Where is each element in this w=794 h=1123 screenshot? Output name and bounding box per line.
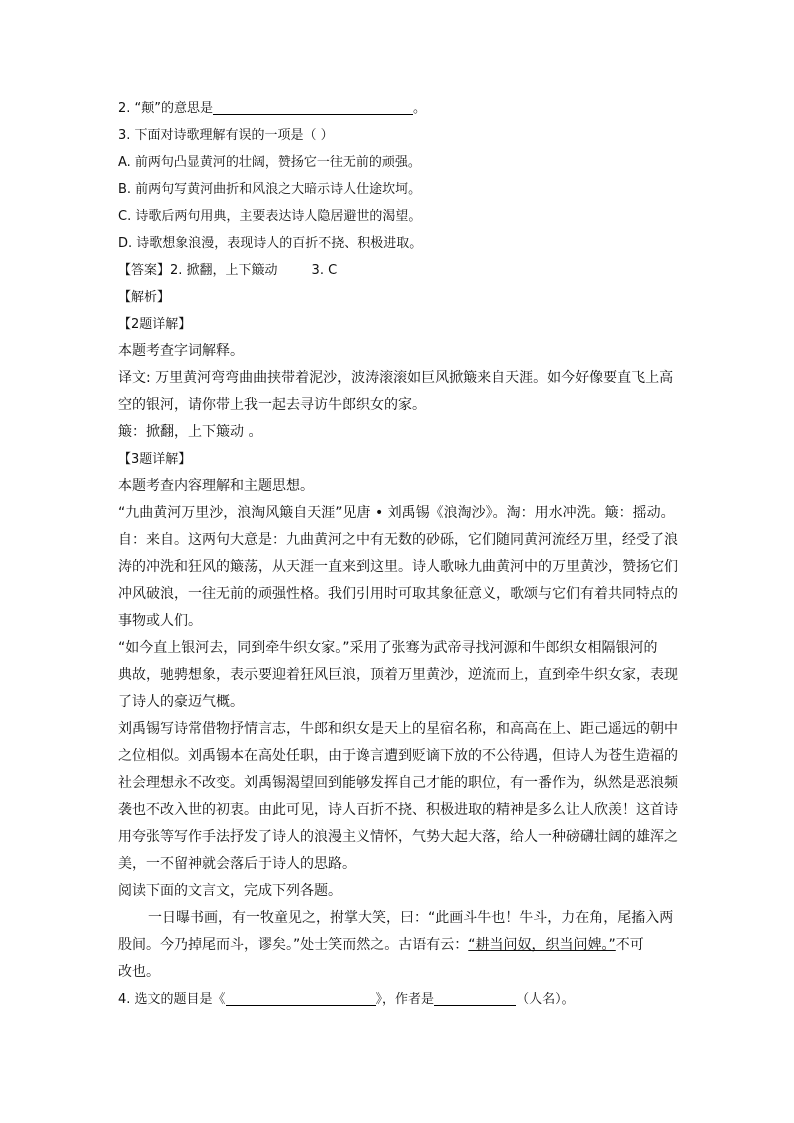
paragraph-line: 涛的冲洗和狂风的簸荡，从天涯一直来到这里。诗人歌咏九曲黄河中的万里黄沙，赞扬它们 <box>118 559 678 575</box>
option-c: C. 诗歌后两句用典，主要表达诗人隐居避世的渴望。 <box>118 209 422 224</box>
definition-line: 簸：掀翻，上下簸动 。 <box>118 424 263 440</box>
classical-text-line: 改也。 <box>118 964 160 980</box>
paragraph-line: 事物或人们。 <box>118 613 202 629</box>
question-2-text: 2. “颠”的意思是 <box>118 101 214 116</box>
paragraph-line: 用夸张等写作手法抒发了诗人的浪漫主义情怀，气势大起大落，给人一种磅礴壮阔的雄浑之 <box>118 829 678 845</box>
question-2 <box>118 95 678 122</box>
option-b: B. 前两句写黄河曲折和风浪之大暗示诗人仕途坎坷。 <box>118 182 422 197</box>
title-blank[interactable] <box>226 989 376 1006</box>
answer-label: 【答案】2. 掀翻，上下簸动 <box>118 263 278 278</box>
question-4-mid: 》，作者是 <box>375 992 435 1007</box>
section-3-intro: 本题考查内容理解和主题思想。 <box>118 478 314 494</box>
translation-line: 空的银河，请你带上我一起去寻访牛郎织女的家。 <box>118 397 426 413</box>
question-2-end: 。 <box>413 101 427 116</box>
answer-blank[interactable] <box>213 98 413 115</box>
classical-text: 不可 <box>615 937 644 953</box>
option-d: D. 诗歌想象浪漫，表现诗人的百折不挠、积极进取。 <box>118 236 423 251</box>
classical-text: 股间。今乃掉尾而斗，谬矣。”处士笑而然之。古语有云： <box>118 937 469 953</box>
paragraph-line: 之位相似。刘禹锡本在高处任职，由于谗言遭到贬谪下放的不公待遇，但诗人为苍生造福的 <box>118 748 678 764</box>
paragraph-line: “九曲黄河万里沙，浪淘风簸自天涯”见唐 • 刘禹锡《浪淘沙》。淘：用水冲洗。簸：摇动。 <box>118 505 675 521</box>
question-3-stem: 3. 下面对诗歌理解有误的一项是（ ） <box>118 128 334 143</box>
answer-q3: 3. C <box>311 263 338 278</box>
paragraph-line: 社会理想永不改变。刘禹锡渴望回到能够发挥自己才能的职位，有一番作为，纵然是恶浪频 <box>118 775 678 791</box>
paragraph-line: 了诗人的豪迈气概。 <box>118 694 244 710</box>
reading-instruction: 阅读下面的文言文，完成下列各题。 <box>118 883 342 899</box>
author-blank[interactable] <box>434 989 516 1006</box>
classical-text-line <box>118 932 678 959</box>
analysis-heading: 【解析】 <box>118 290 171 305</box>
section-3-heading: 【3题详解】 <box>118 452 192 467</box>
question-4-text: 4. 选文的题目是《 <box>118 992 226 1007</box>
answer-line <box>118 257 678 284</box>
paragraph-line: 刘禹锡写诗常借物抒情言志，牛郎和织女是天上的星宿名称，和高高在上、距己遥远的朝中 <box>118 721 678 737</box>
document-page <box>118 95 678 1013</box>
translation-line: 译文: 万里黄河弯弯曲曲挟带着泥沙，波涛滚滚如巨风掀簸来自天涯。如今好像要直飞上高 <box>118 370 674 386</box>
section-2-heading: 【2题详解】 <box>118 317 192 332</box>
paragraph-line: 袭也不改入世的初衷。由此可见，诗人百折不挠、积极进取的精神是多么让人欣羡！这首诗 <box>118 802 678 818</box>
classical-text: 一日曝书画，有一牧童见之，拊掌大笑，曰：“此画斗牛也！牛斗，力在角，尾搐入两 <box>148 910 674 926</box>
classical-text-line <box>118 905 678 932</box>
paragraph-line: 美，一不留神就会落后于诗人的思路。 <box>118 856 356 872</box>
paragraph-line: 自：来自。这两句大意是：九曲黄河之中有无数的砂砾，它们随同黄河流经万里，经受了浪 <box>118 532 678 548</box>
section-2-intro: 本题考查字词解释。 <box>118 343 244 359</box>
underlined-quote: “耕当问奴，织当问婢。” <box>468 937 616 953</box>
paragraph-line: 典故，驰骋想象，表示要迎着狂风巨浪，顶着万里黄沙，逆流而上，直到牵牛织女家，表现 <box>118 667 678 683</box>
option-a: A. 前两句凸显黄河的壮阔，赞扬它一往无前的顽强。 <box>118 155 421 170</box>
paragraph-line: 冲风破浪，一往无前的顽强性格。我们引用时可取其象征意义，歌颂与它们有着共同特点的 <box>118 586 678 602</box>
question-4 <box>118 986 678 1013</box>
paragraph-line: “如今直上银河去，同到牵牛织女家。”采用了张骞为武帝寻找河源和牛郎织女相隔银河的 <box>118 640 658 656</box>
question-4-end: （人名）。 <box>516 992 575 1007</box>
